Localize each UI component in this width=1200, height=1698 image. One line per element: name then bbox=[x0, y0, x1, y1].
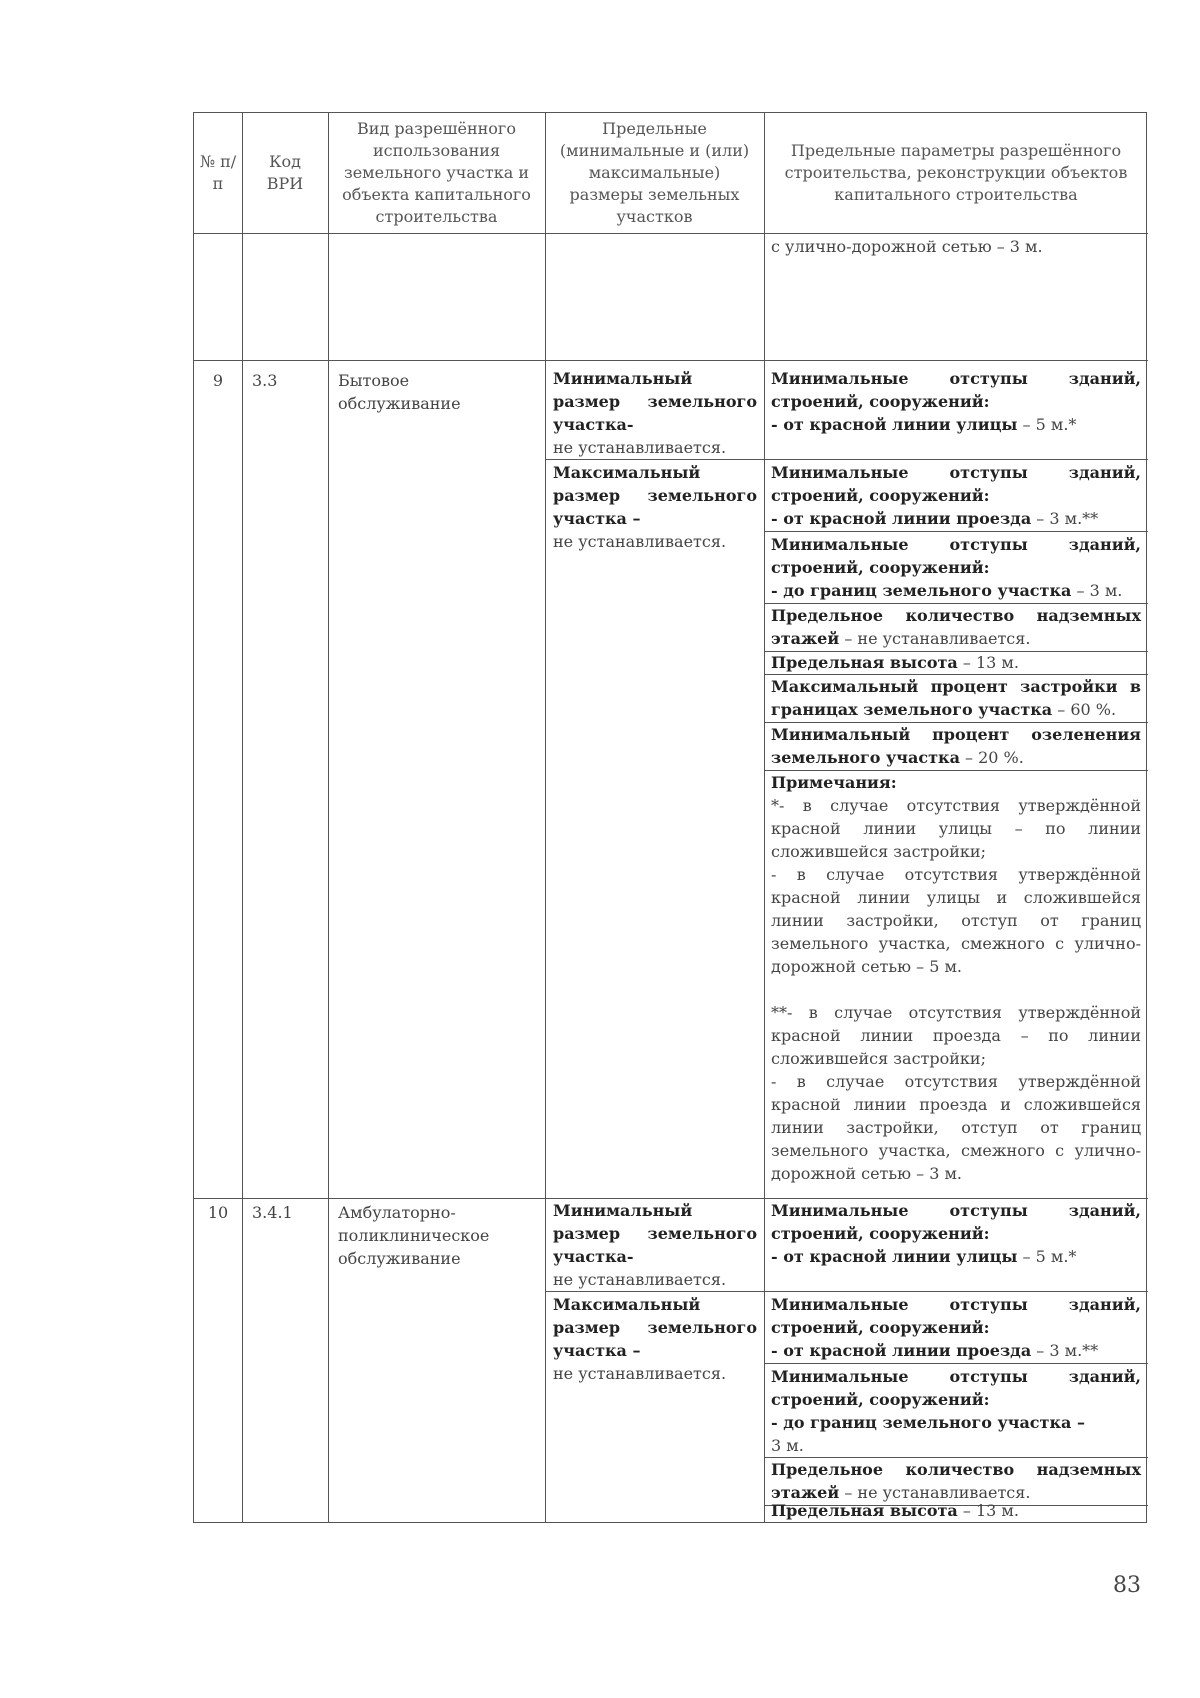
param-floors bbox=[771, 604, 1141, 650]
param-title: Минимальные отступы зданий, строений, сооружений: bbox=[771, 369, 1141, 411]
row-use-name: Амбулаторно-поликлиническое обслуживание bbox=[338, 1203, 490, 1268]
param-setback bbox=[771, 533, 1141, 602]
param-title: Минимальные отступы зданий, строений, сооружений: bbox=[771, 1295, 1141, 1337]
param-value: – 5 м.* bbox=[1017, 1247, 1077, 1266]
param-value: – 20 %. bbox=[959, 748, 1024, 767]
param-value: – 3 м.** bbox=[1031, 509, 1099, 528]
param-value: – не устанавливается. bbox=[839, 629, 1031, 648]
notes-title: Примечания: bbox=[771, 773, 897, 792]
param-build-percent bbox=[771, 675, 1141, 721]
param-value: 3 м. bbox=[771, 1436, 804, 1455]
note-item: **- в случае отсутствия утверждённой красной линии проезда – по линии сложившейся застройки; bbox=[771, 1003, 1141, 1068]
param-title: Минимальные отступы зданий, строений, сооружений: bbox=[771, 535, 1141, 577]
param-setback bbox=[771, 461, 1141, 530]
page-number: 83 bbox=[1113, 1573, 1141, 1598]
row-code: 3.4.1 bbox=[252, 1203, 293, 1222]
min-plot-size bbox=[553, 367, 757, 459]
param-value: – не устанавливается. bbox=[839, 1483, 1031, 1502]
param-value: – 5 м.* bbox=[1017, 415, 1077, 434]
param-value: – 60 %. bbox=[1052, 700, 1117, 719]
max-plot-size bbox=[553, 461, 757, 553]
param-subtitle: - от красной линии проезда bbox=[771, 1341, 1032, 1360]
param-title: Предельное количество надземных этажей bbox=[771, 606, 1141, 648]
max-plot-size-value: не устанавливается. bbox=[553, 532, 727, 551]
param-height bbox=[771, 1499, 1141, 1522]
param-title: Минимальные отступы зданий, строений, сооружений: bbox=[771, 463, 1141, 505]
param-subtitle: - от красной линии улицы bbox=[771, 1247, 1018, 1266]
param-green-percent bbox=[771, 723, 1141, 769]
header-number: № п/п bbox=[199, 152, 237, 193]
param-title: Максимальный процент застройки в границах земельного участка bbox=[771, 677, 1141, 719]
param-title: Предельная высота bbox=[771, 1501, 958, 1520]
row-code: 3.3 bbox=[252, 371, 278, 390]
min-plot-size-title: Минимальный размер земельного участка- bbox=[553, 369, 757, 434]
param-subtitle: - до границ земельного участка bbox=[771, 581, 1072, 600]
min-plot-size-value: не устанавливается. bbox=[553, 1270, 727, 1289]
max-plot-size bbox=[553, 1293, 757, 1385]
param-floors bbox=[771, 1458, 1141, 1504]
param-subtitle: - от красной линии улицы bbox=[771, 415, 1018, 434]
param-title: Минимальные отступы зданий, строений, сооружений: bbox=[771, 1201, 1141, 1243]
note-item: *- в случае отсутствия утверждённой красной линии улицы – по линии сложившейся застройки; bbox=[771, 796, 1141, 861]
param-setback bbox=[771, 1199, 1141, 1268]
max-plot-size-title: Максимальный размер земельного участка – bbox=[553, 1295, 757, 1360]
row-number: 9 bbox=[212, 371, 224, 390]
param-subtitle: - от красной линии проезда bbox=[771, 509, 1032, 528]
min-plot-size-value: не устанавливается. bbox=[553, 438, 727, 457]
param-title: Минимальные отступы зданий, строений, сооружений: bbox=[771, 1367, 1141, 1409]
header-code: Код ВРИ bbox=[266, 152, 304, 193]
min-plot-size-title: Минимальный размер земельного участка- bbox=[553, 1201, 757, 1266]
continuation-text: с улично-дорожной сетью – 3 м. bbox=[771, 237, 1043, 256]
regulations-table bbox=[193, 112, 1147, 1523]
param-title: Предельное количество надземных этажей bbox=[771, 1460, 1141, 1502]
max-plot-size-value: не устанавливается. bbox=[553, 1364, 727, 1383]
param-height bbox=[771, 651, 1141, 674]
note-item: - в случае отсутствия утверждённой красной линии проезда и сложившейся линии застройки, отступ от границ земельного участка, смежного с улично-дорожной сетью – 3 м. bbox=[771, 1072, 1141, 1183]
param-value: – 3 м. bbox=[1071, 581, 1123, 600]
notes bbox=[771, 771, 1141, 1185]
param-title: Минимальный процент озеленения земельного участка bbox=[771, 725, 1141, 767]
param-setback bbox=[771, 1365, 1141, 1457]
param-subtitle: - до границ земельного участка – bbox=[771, 1413, 1085, 1432]
max-plot-size-title: Максимальный размер земельного участка – bbox=[553, 463, 757, 528]
header-construction-params: Предельные параметры разрешённого строительства, реконструкции объектов капитального строительства bbox=[784, 141, 1128, 204]
header-plot-sizes: Предельные (минимальные и (или) максимальные) размеры земельных участков bbox=[559, 119, 750, 226]
param-title: Предельная высота bbox=[771, 653, 958, 672]
param-setback bbox=[771, 367, 1141, 436]
param-setback bbox=[771, 1293, 1141, 1362]
param-value: – 13 м. bbox=[957, 1501, 1019, 1520]
note-item: - в случае отсутствия утверждённой красной линии улицы и сложившейся линии застройки, отступ от границ земельного участка, смежного с улично-дорожной сетью – 5 м. bbox=[771, 865, 1141, 976]
param-value: – 13 м. bbox=[957, 653, 1019, 672]
row-use-name: Бытовое обслуживание bbox=[338, 371, 461, 413]
min-plot-size bbox=[553, 1199, 757, 1291]
header-use-type: Вид разрешённого использования земельного участка и объекта капитального строительства bbox=[342, 119, 531, 226]
row-number: 10 bbox=[207, 1203, 229, 1222]
param-value: – 3 м.** bbox=[1031, 1341, 1099, 1360]
